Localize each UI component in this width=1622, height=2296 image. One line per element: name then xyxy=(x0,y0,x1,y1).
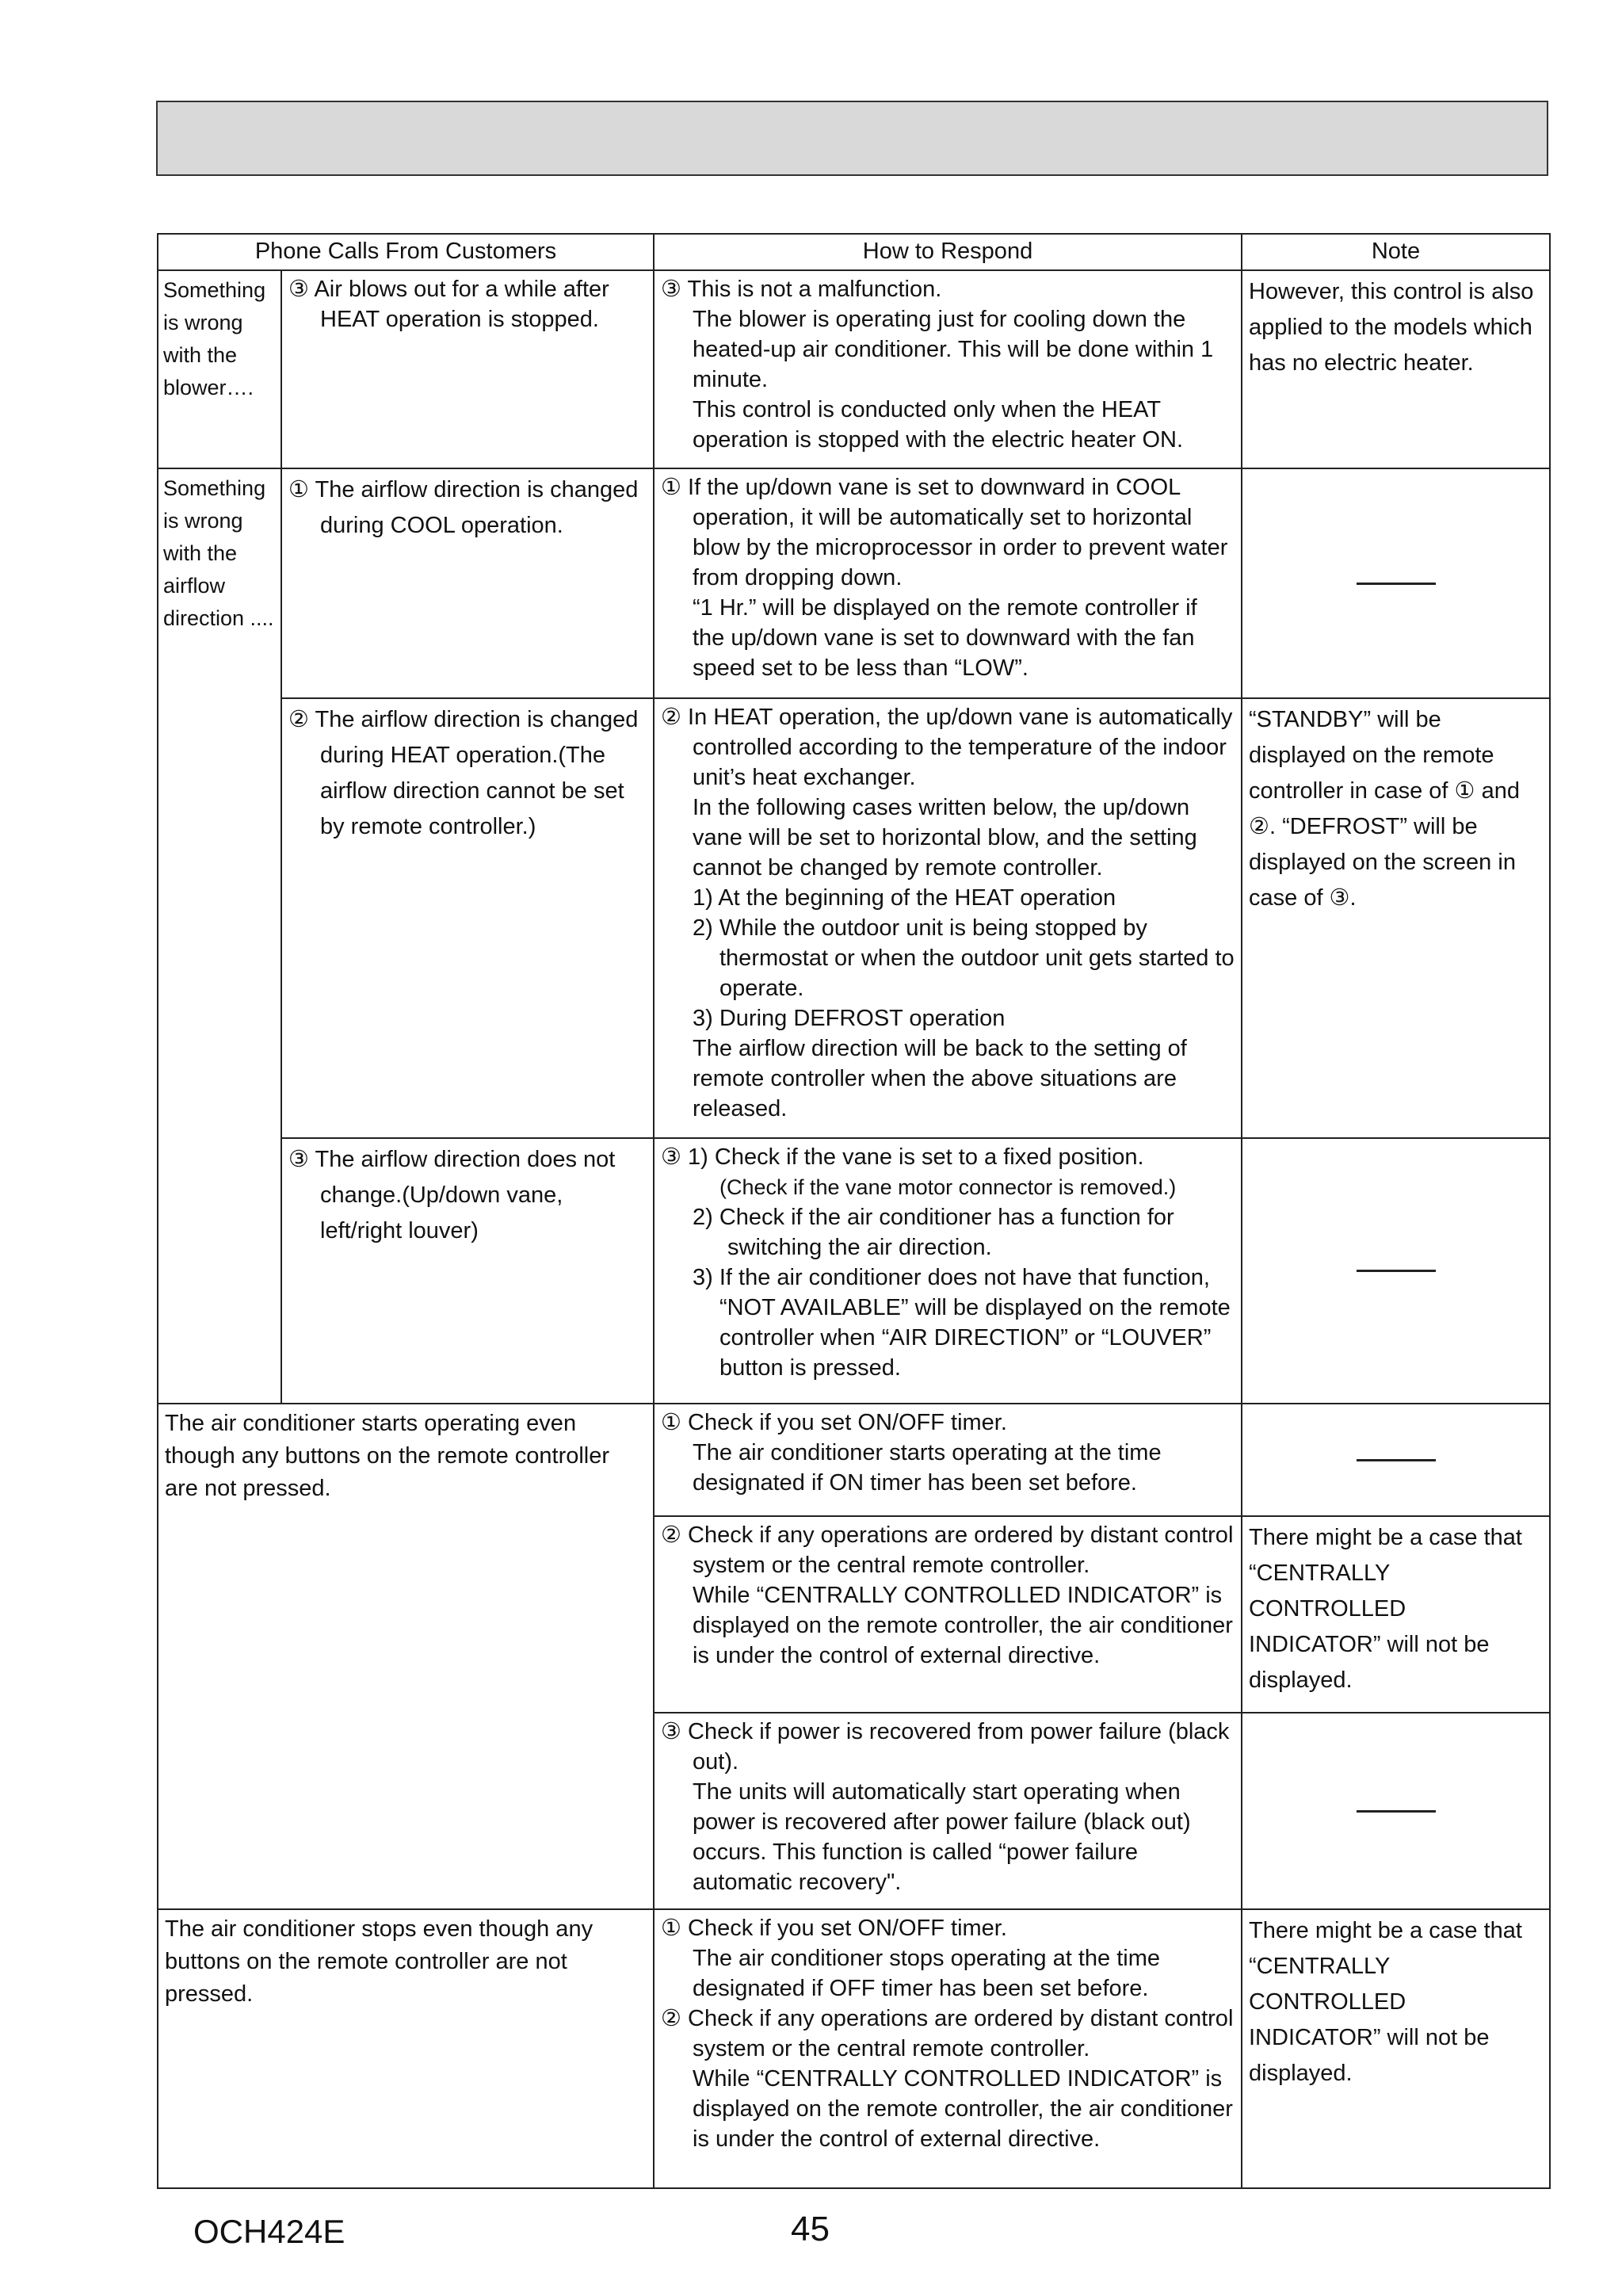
col-header-note: Note xyxy=(1242,234,1550,270)
response-line: “1 Hr.” will be displayed on the remote controller if the up/down vane is set to downward with the fan speed set to be less than “LOW”. xyxy=(693,595,1197,681)
response-line: 3) During DEFROST operation xyxy=(693,1006,1006,1031)
note-text: However, this control is also applied to the models which has no electric heater. xyxy=(1249,279,1534,376)
note-dash xyxy=(1357,1459,1436,1461)
table-header-row xyxy=(158,234,1550,270)
note-cell xyxy=(1242,698,1550,1138)
complaint-cell xyxy=(281,468,654,698)
note-text: There might be a case that “CENTRALLY CONTROLLED INDICATOR” will not be displayed. xyxy=(1249,1918,1522,2086)
response-line: ③ Check if power is recovered from power failure (black out). xyxy=(661,1719,1230,1775)
table-row xyxy=(158,1404,1550,1516)
response-cell xyxy=(654,270,1242,468)
note-text: There might be a case that “CENTRALLY CONTROLLED INDICATOR” will not be displayed. xyxy=(1249,1525,1522,1693)
table-row xyxy=(158,270,1550,468)
complaint-cell xyxy=(281,698,654,1138)
response-line: The units will automatically start operating when power is recovered after power failure (black out) occurs. This function is called “power failure automatic recovery". xyxy=(693,1779,1191,1895)
complaint-text: ③ Air blows out for a while after HEAT operation is stopped. xyxy=(288,277,609,332)
troubleshooting-table xyxy=(157,233,1551,2189)
response-line: ③ This is not a malfunction. xyxy=(661,277,942,302)
header-bar xyxy=(156,101,1548,176)
response-line: The air conditioner stops operating at the time designated if OFF timer has been set before. xyxy=(693,1946,1160,2001)
response-line: The blower is operating just for cooling down the heated-up air conditioner. This will be done within 1 minute. xyxy=(693,307,1214,392)
note-cell xyxy=(1242,1404,1550,1516)
category-airflow: Something is wrong with the airflow direction .... xyxy=(163,476,274,630)
note-dash xyxy=(1357,1810,1436,1813)
response-line: ② Check if any operations are ordered by distant control system or the central remote controller. xyxy=(661,1522,1234,1578)
response-line: ② Check if any operations are ordered by distant control system or the central remote controller. xyxy=(661,2006,1234,2061)
response-line: ③ 1) Check if the vane is set to a fixed position. xyxy=(661,1144,1144,1170)
complaint-text: ② The airflow direction is changed during HEAT operation.(The airflow direction cannot be set by remote controller.) xyxy=(288,707,639,839)
response-line: 2) Check if the air conditioner has a function for xyxy=(693,1205,1174,1230)
col-header-how-to-respond: How to Respond xyxy=(654,234,1242,270)
complaint-cell xyxy=(281,270,654,468)
response-line: 3) If the air conditioner does not have that function, “NOT AVAILABLE” will be displayed on the remote controller when “AIR DIRECTION” or “LOUVER” button is pressed. xyxy=(693,1265,1231,1381)
response-cell xyxy=(654,1909,1242,2188)
note-cell xyxy=(1242,1713,1550,1909)
note-dash xyxy=(1357,583,1436,585)
response-line: 2) While the outdoor unit is being stopped by xyxy=(693,915,1147,941)
complaint-text: ③ The airflow direction does not change.(Up/down vane, left/right louver) xyxy=(288,1147,616,1244)
complaint-starts: The air conditioner starts operating even though any buttons on the remote controller are not pressed. xyxy=(165,1411,610,1501)
note-cell xyxy=(1242,1138,1550,1404)
table-row xyxy=(158,1909,1550,2188)
response-line: ① Check if you set ON/OFF timer. xyxy=(661,1916,1007,1941)
table-row xyxy=(158,1138,1550,1404)
note-cell xyxy=(1242,1909,1550,2188)
complaint-cell xyxy=(158,1909,654,2188)
response-line: This control is conducted only when the HEAT operation is stopped with the electric heater ON. xyxy=(693,397,1183,453)
note-dash xyxy=(1357,1270,1436,1272)
response-line: The air conditioner starts operating at the time designated if ON timer has been set before. xyxy=(693,1440,1162,1496)
category-blower: Something is wrong with the blower…. xyxy=(163,278,266,399)
response-line: While “CENTRALLY CONTROLLED INDICATOR” is displayed on the remote controller, the air conditioner is under the control of external directive. xyxy=(693,2066,1233,2152)
table-row xyxy=(158,468,1550,698)
note-cell xyxy=(1242,270,1550,468)
response-line: ② In HEAT operation, the up/down vane is automatically controlled according to the temperature of the indoor unit’s heat exchanger. xyxy=(661,705,1233,790)
response-line: thermostat or when the outdoor unit gets started to operate. xyxy=(719,946,1235,1001)
response-line: In the following cases written below, the up/down vane will be set to horizontal blow, and the setting cannot be changed by remote controller. xyxy=(693,795,1197,881)
response-line: ① If the up/down vane is set to downward in COOL operation, it will be automatically set to horizontal blow by the microprocessor in order to prevent water from dropping down. xyxy=(661,475,1228,590)
response-line: While “CENTRALLY CONTROLLED INDICATOR” is displayed on the remote controller, the air conditioner is under the control of external directive. xyxy=(693,1583,1233,1668)
response-line: switching the air direction. xyxy=(727,1235,992,1260)
complaint-cell xyxy=(281,1138,654,1404)
col-header-phone-calls: Phone Calls From Customers xyxy=(158,234,654,270)
document-code: OCH424E xyxy=(193,2213,345,2250)
response-cell xyxy=(654,1516,1242,1713)
response-line: The airflow direction will be back to the setting of remote controller when the above situations are released. xyxy=(693,1036,1187,1121)
category-cell xyxy=(158,468,281,1404)
note-cell xyxy=(1242,468,1550,698)
response-cell xyxy=(654,1713,1242,1909)
complaint-text: ① The airflow direction is changed during COOL operation. xyxy=(288,477,639,538)
response-cell xyxy=(654,1138,1242,1404)
response-line: ① Check if you set ON/OFF timer. xyxy=(661,1410,1007,1435)
response-cell xyxy=(654,698,1242,1138)
table-row xyxy=(158,698,1550,1138)
response-cell xyxy=(654,1404,1242,1516)
note-cell xyxy=(1242,1516,1550,1713)
complaint-cell xyxy=(158,1404,654,1909)
response-line: (Check if the vane motor connector is removed.) xyxy=(719,1175,1177,1199)
response-cell xyxy=(654,468,1242,698)
note-text: “STANDBY” will be displayed on the remote controller in case of ① and ②. “DEFROST” will be displayed on the screen in case of ③. xyxy=(1249,707,1520,911)
response-line: 1) At the beginning of the HEAT operation xyxy=(693,885,1116,911)
page-number: 45 xyxy=(791,2210,830,2248)
complaint-stops: The air conditioner stops even though any buttons on the remote controller are not pressed. xyxy=(165,1916,593,2007)
category-cell xyxy=(158,270,281,468)
